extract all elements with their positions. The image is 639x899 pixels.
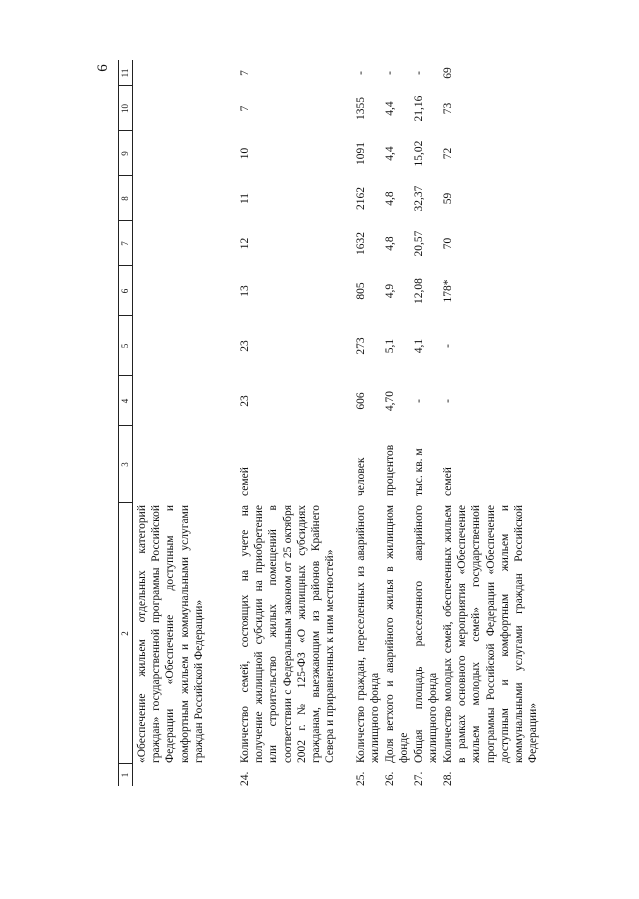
row-indicator-name: Общая площадь расселенного аварийного жилищного фонда (413, 505, 440, 763)
row-value-cell: 7 (239, 70, 251, 76)
row-number: 27. (413, 771, 425, 786)
row-value-cell: 606 (355, 392, 367, 410)
row-indicator-name: Количество граждан, переселенных из аварийного жилищного фонда (355, 505, 382, 763)
row-value-cell: 1632 (355, 232, 367, 255)
row-value-cell: 12 (239, 237, 251, 250)
row-value-cell: 4,70 (384, 390, 396, 412)
row-number: 25. (355, 771, 367, 786)
page-number: 6 (95, 64, 111, 72)
row-value-cell: 1355 (355, 97, 367, 120)
row-value-cell: 15,02 (413, 140, 425, 167)
row-value-cell: 4,9 (384, 283, 396, 299)
row-value-cell: 69 (442, 67, 454, 79)
header-column-number: 10 (120, 104, 130, 113)
row-number: 24. (239, 771, 251, 786)
row-number: 28. (442, 771, 454, 786)
row-value-cell: - (442, 399, 454, 403)
header-column-number: 5 (120, 343, 130, 349)
header-column-number: 6 (120, 288, 130, 294)
row-value-cell: 10 (239, 147, 251, 160)
row-value-cell: 4,4 (384, 101, 396, 116)
row-value-cell: 13 (239, 285, 251, 297)
row-value-cell: - (413, 399, 425, 403)
continuation-text: «Обеспечение жильем отдельных категорий граждан» государственной программы Российской Федерации «Обеспечение доступным и комфортным жильем и коммунальными услугами граждан Российской Федерации» (136, 505, 205, 763)
row-value-cell: 178* (442, 279, 454, 303)
row-value-cell: 12,08 (413, 278, 425, 304)
header-column-number: 11 (120, 68, 130, 78)
row-value-cell: 1091 (355, 142, 367, 165)
header-column-number: 8 (120, 196, 130, 201)
row-value-cell: - (413, 71, 425, 75)
row-value-cell: - (355, 71, 367, 75)
row-value-cell: 7 (239, 105, 251, 112)
row-value-cell: 5,1 (384, 338, 396, 354)
row-value-cell: - (384, 71, 396, 75)
table-rotation-frame (118, 60, 540, 786)
indicators-table (118, 60, 540, 786)
row-value-cell: 20,57 (413, 230, 425, 257)
row-value-cell: 4,4 (384, 146, 396, 161)
row-value-cell: 23 (239, 340, 251, 352)
row-value-cell: 73 (442, 102, 454, 115)
row-value-cell: 70 (442, 237, 454, 250)
row-unit: семей (442, 467, 454, 496)
row-value-cell: 11 (239, 192, 251, 205)
row-value-cell: 72 (442, 147, 454, 160)
row-indicator-name: Доля ветхого и аварийного жилья в жилищном фонде (384, 505, 411, 763)
header-column-number: 3 (120, 462, 130, 467)
row-value-cell: 32,37 (413, 185, 425, 212)
row-value-cell: 21,16 (413, 95, 425, 122)
header-column-number: 4 (120, 398, 130, 404)
row-value-cell: 4,8 (384, 191, 396, 206)
row-unit: процентов (384, 444, 396, 496)
row-value-cell: 4,1 (413, 338, 425, 354)
row-number: 26. (384, 771, 396, 786)
header-column-number: 1 (120, 772, 130, 778)
row-value-cell: 23 (239, 395, 251, 407)
row-value-cell: 59 (442, 192, 454, 205)
header-column-number: 2 (120, 631, 130, 636)
row-indicator-name: Количество молодых семей, обеспеченных жильем в рамках основного мероприятия «Обеспечение жильем молодых семей» государственной программы Российской Федерации «Обеспечение доступным и комфортным жильем и коммунальными услугами граждан Российской Федерации» (442, 505, 540, 763)
row-unit: человек (355, 457, 367, 496)
header-bottom-rule (132, 60, 133, 786)
row-value-cell: 4,8 (384, 236, 396, 251)
row-indicator-name: Количество семей, состоящих на учете на получение жилищной субсидии на приобретение или строительство жилых помещений в соответствии с Федеральным законом от 25 октября 2002 г. № 125-ФЗ «О жилищных субсидиях гражданам, выезжающим из районов Крайнего Севера и приравненных к ним местностей» (239, 505, 337, 763)
row-value-cell: - (442, 344, 454, 348)
row-unit: тыс. кв. м (413, 448, 425, 496)
header-column-number: 7 (120, 241, 130, 246)
row-unit: семей (239, 467, 251, 496)
header-column-number: 9 (120, 151, 130, 156)
row-value-cell: 273 (355, 337, 367, 355)
row-value-cell: 805 (355, 282, 367, 300)
row-value-cell: 2162 (355, 187, 367, 210)
